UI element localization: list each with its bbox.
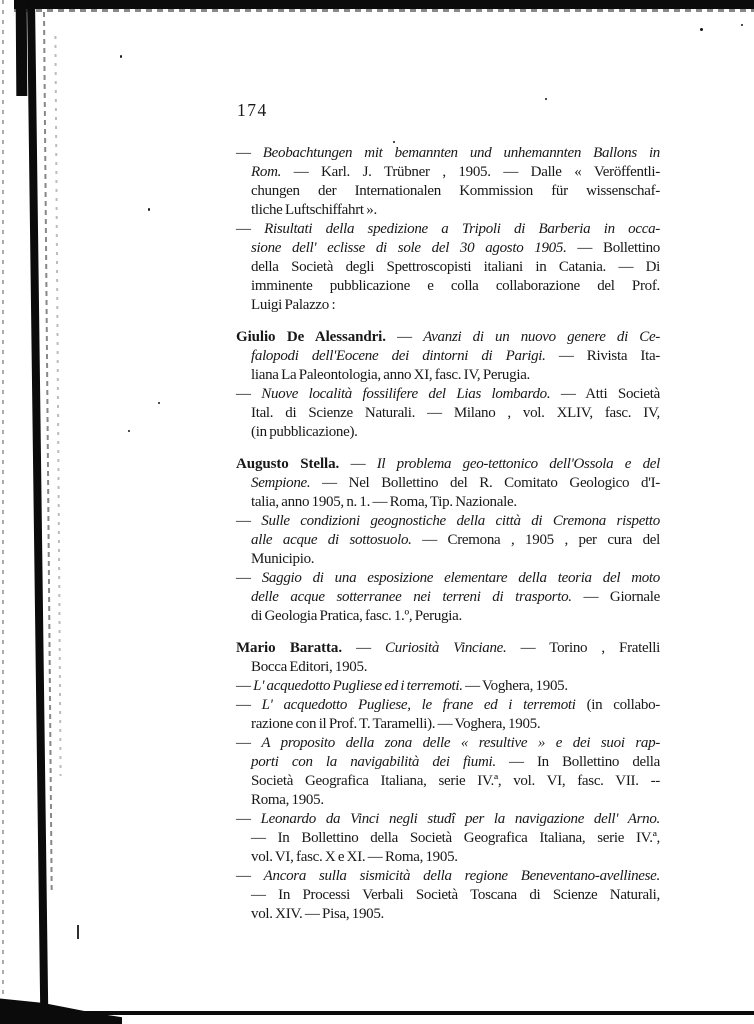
text-line: [236, 144, 660, 163]
bib-entry: [236, 734, 660, 810]
text-line: [251, 296, 660, 315]
scan-margin-tick: [77, 925, 79, 939]
work-title: Curiosità Vinciane.: [385, 640, 507, 656]
text-line: [251, 715, 660, 734]
work-title: L' acquedotto Pugliese ed i terremoti.: [253, 678, 463, 694]
bib-entry: [236, 328, 660, 385]
text-run: — Nel Bollettino del R. Comitato Geologico d'I-: [310, 475, 660, 491]
scan-speckle: [700, 28, 703, 31]
text-line: [251, 474, 660, 493]
work-title: Sempione.: [251, 475, 311, 491]
text-run: (in collabo-: [575, 697, 660, 713]
text-run: —: [236, 735, 262, 751]
bib-entry: [236, 220, 660, 315]
author-name: Giulio De Alessandri.: [236, 329, 386, 345]
text-line: [251, 277, 660, 296]
text-line: [236, 455, 660, 474]
text-run: — In Bollettino della Società Geografica Italiana, serie IV.ª,: [251, 830, 660, 846]
text-run: — Atti Società: [550, 386, 660, 402]
bib-entry: [236, 512, 660, 569]
text-line: [236, 512, 660, 531]
text-line: [251, 791, 660, 810]
work-title: alle acque di sottosuolo.: [251, 532, 412, 548]
work-title: A proposito della zona delle « resultive » e dei suoi rap-: [261, 735, 661, 751]
text-run: —: [236, 868, 264, 884]
page-number: 174: [237, 100, 268, 120]
text-line: [251, 829, 660, 848]
text-run: —: [236, 570, 262, 586]
work-title: Leonardo da Vinci negli studî per la navigazione dell' Arno.: [260, 811, 660, 827]
text-line: [251, 347, 660, 366]
text-line: [236, 328, 660, 347]
text-run: — Cremona , 1905 , per cura del: [411, 532, 660, 548]
text-run: liana La Paleontologia, anno XI, fasc. IV, Perugia.: [251, 367, 531, 383]
text-line: [251, 607, 660, 626]
text-run: —: [341, 640, 386, 656]
text-run: —: [236, 678, 254, 694]
bib-entry: [236, 867, 660, 924]
work-title: Il problema geo-tettonico dell'Ossola e del: [376, 456, 660, 472]
scan-speckle: [741, 24, 743, 26]
text-line: [251, 550, 660, 569]
text-run: —: [236, 386, 262, 402]
text-line: [251, 258, 660, 277]
text-line: [251, 239, 660, 258]
text-run: —: [339, 456, 377, 472]
bibliography: [236, 144, 660, 924]
text-line: [236, 867, 660, 886]
text-run: Luigi Palazzo :: [251, 297, 336, 313]
text-run: Roma, 1905.: [251, 792, 324, 808]
scan-binding-streak-2: [54, 36, 61, 776]
text-line: [251, 848, 660, 867]
scan-bottom-left-blob: [0, 990, 122, 1024]
text-run: — Giornale: [571, 589, 660, 605]
text-run: vol. VI, fasc. X e XI. — Roma, 1905.: [251, 849, 458, 865]
scan-speckle: [120, 55, 122, 58]
text-run: talia, anno 1905, n. 1. — Roma, Tip. Nazionale.: [251, 494, 517, 510]
text-line: [251, 404, 660, 423]
text-run: Municipio.: [251, 551, 315, 567]
text-run: —: [385, 329, 424, 345]
text-line: [236, 569, 660, 588]
work-title: Beobachtungen mit bemannten und unhemannten Ballons in: [262, 145, 661, 161]
text-run: —: [236, 145, 263, 161]
text-line: [236, 639, 660, 658]
bib-entry: [236, 810, 660, 867]
scan-speckle: [148, 208, 150, 211]
text-line: [251, 493, 660, 512]
bib-entry: [236, 569, 660, 626]
text-line: [251, 905, 660, 924]
text-run: —: [236, 221, 265, 237]
text-run: — Torino , Fratelli: [506, 640, 660, 656]
text-line: [236, 385, 660, 404]
work-title: Sulle condizioni geognostiche della città di Cremona rispetto: [261, 513, 660, 529]
text-run: Ital. di Scienze Naturali. — Milano , vol. XLIV, fasc. IV,: [251, 405, 660, 421]
work-title: delle acque sotterranee nei terreni di trasporto.: [251, 589, 572, 605]
text-line: [236, 220, 660, 239]
text-line: [251, 886, 660, 905]
bib-entry: [236, 677, 660, 696]
text-run: imminente pubblicazione e colla collaborazione del Prof.: [251, 278, 660, 294]
text-line: [251, 531, 660, 550]
text-run: chungen der Internationalen Kommission für wissenschaf-: [251, 183, 660, 199]
work-title: Risultati della spedizione a Tripoli di Barberia in occa-: [264, 221, 660, 237]
text-line: [236, 696, 660, 715]
scan-speckle: [545, 98, 547, 100]
work-title: Saggio di una esposizione elementare della teoria del moto: [261, 570, 661, 586]
text-line: [251, 588, 660, 607]
scan-left-edge: [2, 0, 4, 1024]
text-line: [251, 772, 660, 791]
work-title: sione dell' eclisse di sole del 30 agosto 1905.: [251, 240, 567, 256]
text-run: — Rivista Ita-: [545, 348, 660, 364]
work-title: L' acquedotto Pugliese, le frane ed i terremoti: [261, 697, 576, 713]
text-run: tliche Luftschiffahrt ».: [251, 202, 377, 218]
text-run: — Voghera, 1905.: [462, 678, 568, 694]
text-run: —: [236, 513, 262, 529]
text-line: [251, 753, 660, 772]
text-line: [251, 658, 660, 677]
bib-entry: [236, 455, 660, 512]
work-title: falopodi dell'Eocene dei dintorni di Parigi.: [251, 348, 546, 364]
text-line: [236, 810, 660, 829]
bib-entry: [236, 639, 660, 677]
text-run: — Karl. J. Trübner , 1905. — Dalle « Veröffentli-: [281, 164, 660, 180]
scan-speckle: [393, 141, 395, 143]
text-run: —: [236, 811, 261, 827]
text-run: — In Bollettino della: [495, 754, 660, 770]
scan-binding-bar-short: [16, 0, 28, 96]
text-run: — Bollettino: [566, 240, 660, 256]
text-run: razione con il Prof. T. Taramelli). — Voghera, 1905.: [251, 716, 541, 732]
scan-bottom-edge: [0, 1011, 754, 1015]
text-run: della Società degli Spettroscopisti italiani in Catania. — Di: [251, 259, 660, 275]
text-run: di Geologia Pratica, fasc. 1.º, Perugia.: [251, 608, 462, 624]
text-line: [236, 677, 660, 696]
scan-speckle: [128, 430, 130, 432]
text-line: [251, 163, 660, 182]
text-line: [251, 201, 660, 220]
bib-entry: [236, 696, 660, 734]
text-run: vol. XIV. — Pisa, 1905.: [251, 906, 384, 922]
text-run: (in pubblicazione).: [251, 424, 358, 440]
author-name: Augusto Stella.: [236, 456, 340, 472]
work-title: Nuove località fossilifere del Lias lombardo.: [261, 386, 551, 402]
work-title: Ancora sulla sismicità della regione Beneventano-avellinese.: [263, 868, 660, 884]
text-line: [251, 366, 660, 385]
text-run: Società Geografica Italiana, serie IV.ª, vol. VI, fasc. VII. --: [251, 773, 660, 789]
work-title: porti con la navigabilità dei fiumi.: [251, 754, 496, 770]
bib-entry: [236, 385, 660, 442]
text-line: [251, 423, 660, 442]
work-title: Rom.: [251, 164, 282, 180]
text-run: —: [236, 697, 262, 713]
author-name: Mario Baratta.: [236, 640, 342, 656]
bib-entry: [236, 144, 660, 220]
scan-top-edge-fringe: [14, 9, 754, 12]
scan-top-edge: [14, 0, 754, 9]
work-title: Avanzi di un nuovo genere di Ce-: [423, 329, 661, 345]
scan-speckle: [158, 402, 160, 404]
text-line: [251, 182, 660, 201]
text-run: — In Processi Verbali Società Toscana di Scienze Naturali,: [251, 887, 660, 903]
text-run: Bocca Editori, 1905.: [251, 659, 368, 675]
text-line: [236, 734, 660, 753]
